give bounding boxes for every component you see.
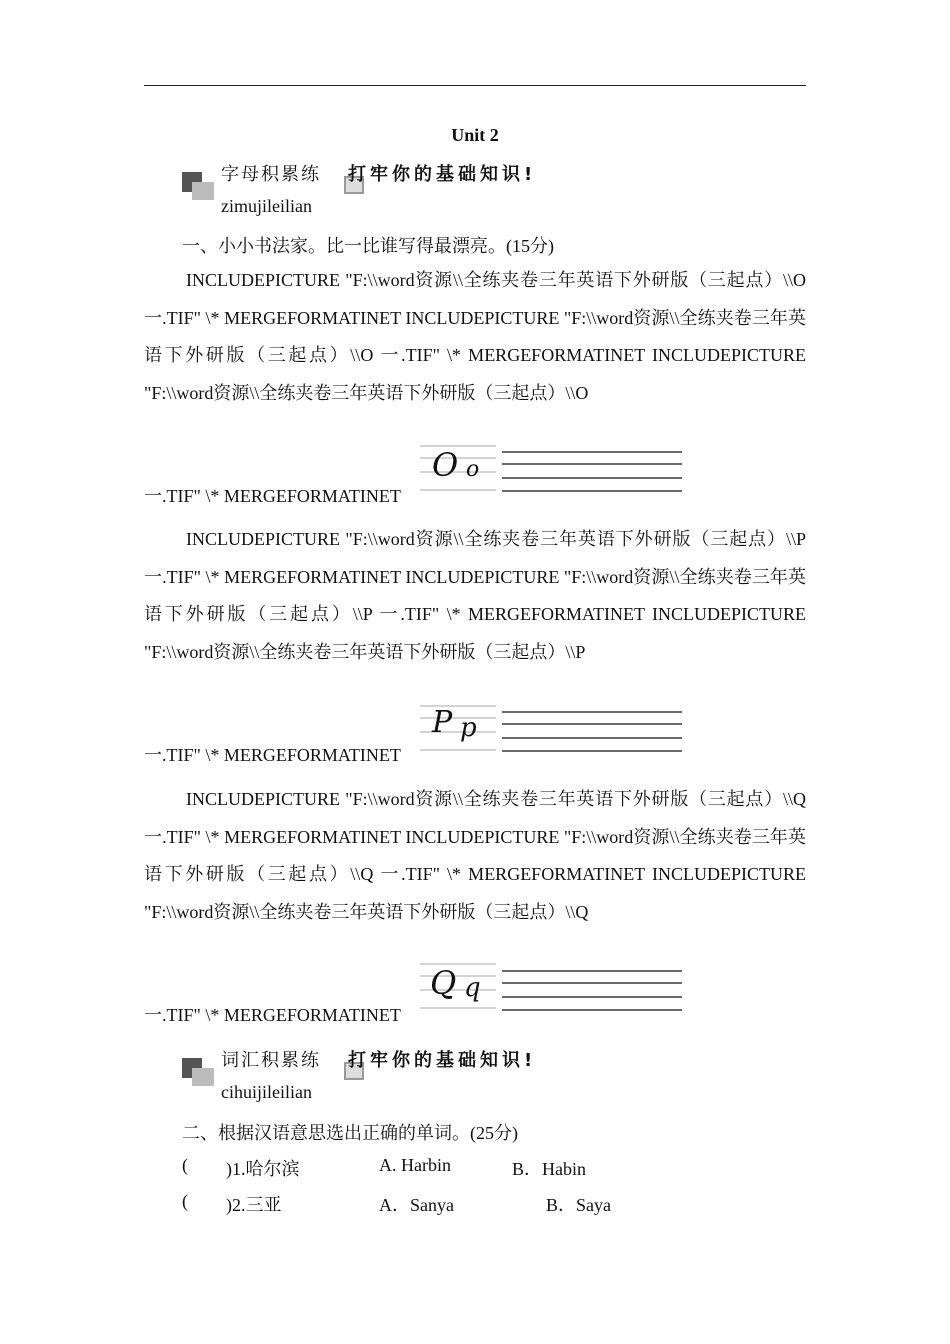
banner-category: 词汇积累练 — [221, 1050, 321, 1070]
question-heading-2 — [182, 1119, 518, 1145]
field-code-paragraph-o: INCLUDEPICTURE "F:\\word资源\\全练夹卷三年英语下外研版（三起点）\\O 一.TIF" \* MERGEFORMATINET INCLUDEPICTURE "F:\\word资源\\全练夹卷三年英语下外研版（三起点）\\O 一.TIF" \* MERGEFORMATINET INCLUDEPICTURE "F:\\word资源\\全练夹卷三年英语下外研版（三起点）\\O — [144, 270, 806, 403]
writing-lines-o — [502, 448, 682, 496]
choice-option-a: A. Harbin — [379, 1155, 451, 1175]
letter-sample-q — [420, 958, 496, 1016]
letter-sample-o — [420, 440, 496, 498]
field-code-tail-o: 一.TIF" \* MERGEFORMATINET — [144, 486, 401, 506]
question-heading-1 — [182, 232, 554, 258]
field-code-paragraph-q: INCLUDEPICTURE "F:\\word资源\\全练夹卷三年英语下外研版（三起点）\\Q 一.TIF" \* MERGEFORMATINET INCLUDEPICTURE "F:\\word资源\\全练夹卷三年英语下外研版（三起点）\\Q 一.TIF" \* MERGEFORMATINET INCLUDEPICTURE "F:\\word资源\\全练夹卷三年英语下外研版（三起点）\\Q — [144, 789, 806, 922]
choice-option-b: B．Habin — [512, 1159, 586, 1179]
answer-paren-open: ( — [182, 1191, 188, 1211]
field-code-tail-p: 一.TIF" \* MERGEFORMATINET — [144, 745, 401, 765]
sample-upper: Q — [430, 964, 457, 1002]
banner-square-shadow-icon — [192, 182, 214, 200]
question-points: (15分) — [506, 236, 554, 256]
banner-slogan: 打牢你的基础知识! — [348, 1050, 537, 1071]
choice-row-2 — [182, 1191, 782, 1215]
sample-lower: p — [460, 713, 477, 743]
section-banner-vocab — [182, 1046, 802, 1106]
writing-lines-q — [502, 967, 682, 1015]
choice-option-b: B．Saya — [546, 1195, 611, 1215]
answer-paren-open: ( — [182, 1155, 188, 1175]
sample-lower: q — [464, 973, 481, 1003]
banner-slogan: 打牢你的基础知识! — [348, 164, 537, 185]
banner-square-shadow-icon — [192, 1068, 214, 1086]
section-banner-letters — [182, 160, 802, 220]
banner-pinyin: cihuijileilian — [221, 1082, 312, 1102]
sample-upper: P — [432, 705, 453, 740]
question-text: 二、根据汉语意思选出正确的单词。 — [182, 1123, 470, 1144]
field-code-tail-q: 一.TIF" \* MERGEFORMATINET — [144, 1005, 401, 1025]
page-title: Unit 2 — [451, 125, 499, 145]
choice-prompt: )2.三亚 — [226, 1195, 282, 1215]
question-points: (25分) — [470, 1123, 518, 1143]
letter-sample-p — [420, 700, 496, 758]
sample-upper: O — [432, 446, 459, 484]
question-text: 一、小小书法家。比一比谁写得最漂亮。 — [182, 236, 506, 257]
banner-category: 字母积累练 — [221, 164, 321, 184]
banner-pinyin: zimujileilian — [221, 196, 312, 216]
choice-option-a: A．Sanya — [379, 1195, 454, 1215]
choice-row-1 — [182, 1155, 782, 1179]
header-rule — [144, 85, 806, 86]
writing-lines-p — [502, 708, 682, 756]
choice-prompt: )1.哈尔滨 — [226, 1159, 300, 1179]
field-code-paragraph-p: INCLUDEPICTURE "F:\\word资源\\全练夹卷三年英语下外研版（三起点）\\P 一.TIF" \* MERGEFORMATINET INCLUDEPICTURE "F:\\word资源\\全练夹卷三年英语下外研版（三起点）\\P 一.TIF" \* MERGEFORMATINET INCLUDEPICTURE "F:\\word资源\\全练夹卷三年英语下外研版（三起点）\\P — [144, 529, 806, 662]
sample-lower: o — [466, 457, 480, 482]
